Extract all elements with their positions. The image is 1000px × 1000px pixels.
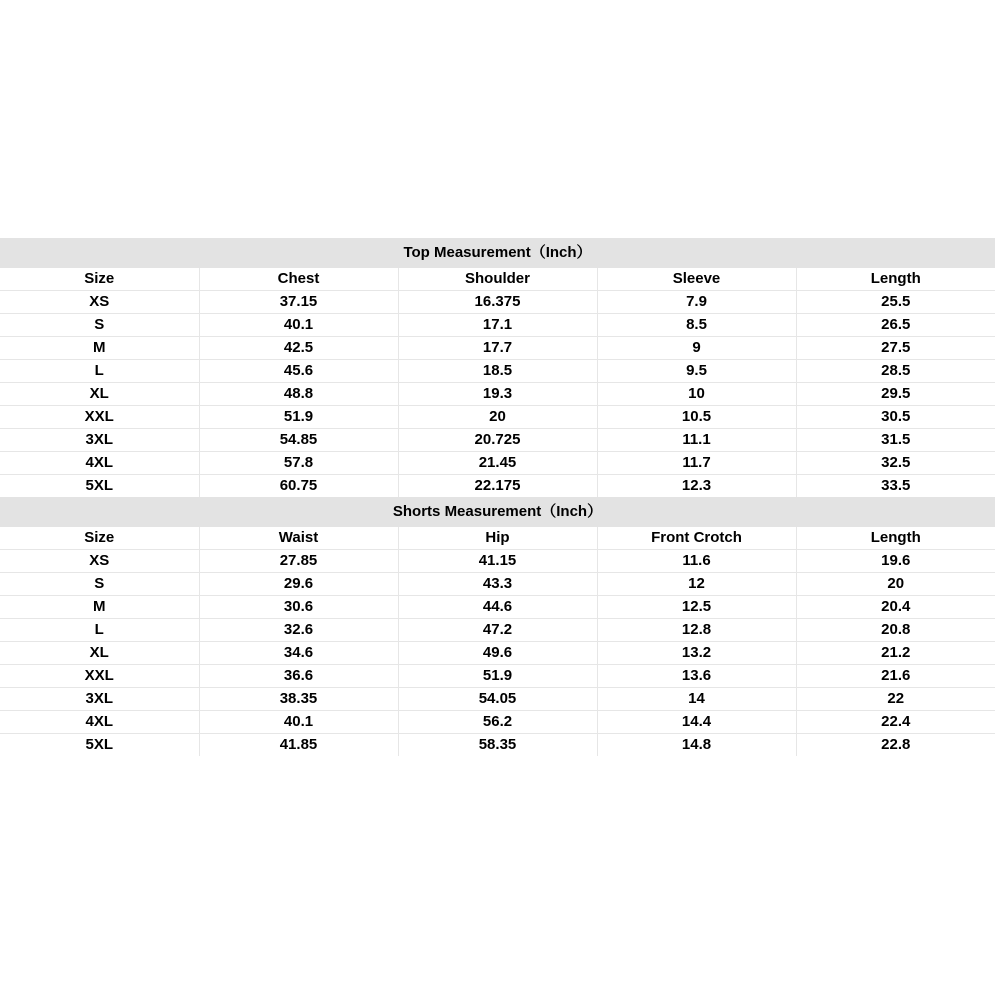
size-label: 3XL xyxy=(0,688,199,711)
measurement-cell: 19.3 xyxy=(398,383,597,406)
measurement-cell: 9 xyxy=(597,337,796,360)
table-row xyxy=(0,383,995,406)
measurement-cell: 51.9 xyxy=(398,665,597,688)
table-row xyxy=(0,596,995,619)
measurement-cell: 13.6 xyxy=(597,665,796,688)
size-label: M xyxy=(0,337,199,360)
size-label: XXL xyxy=(0,665,199,688)
measurement-cell: 12.8 xyxy=(597,619,796,642)
measurement-cell: 10 xyxy=(597,383,796,406)
measurement-cell: 20 xyxy=(796,573,995,596)
measurement-cell: 40.1 xyxy=(199,711,398,734)
size-label: 5XL xyxy=(0,475,199,498)
measurement-cell: 19.6 xyxy=(796,550,995,573)
size-label: XS xyxy=(0,291,199,314)
measurement-cell: 17.7 xyxy=(398,337,597,360)
measurement-cell: 57.8 xyxy=(199,452,398,475)
top-measurement-table xyxy=(0,268,995,497)
measurement-cell: 20.8 xyxy=(796,619,995,642)
measurement-cell: 32.6 xyxy=(199,619,398,642)
table-row xyxy=(0,665,995,688)
measurement-cell: 21.2 xyxy=(796,642,995,665)
measurement-cell: 17.1 xyxy=(398,314,597,337)
measurement-cell: 22.175 xyxy=(398,475,597,498)
table-row xyxy=(0,475,995,498)
column-header: Length xyxy=(796,268,995,291)
measurement-cell: 51.9 xyxy=(199,406,398,429)
measurement-cell: 44.6 xyxy=(398,596,597,619)
table-row xyxy=(0,711,995,734)
size-label: XS xyxy=(0,550,199,573)
measurement-cell: 21.45 xyxy=(398,452,597,475)
measurement-cell: 54.85 xyxy=(199,429,398,452)
measurement-cell: 31.5 xyxy=(796,429,995,452)
column-header: Hip xyxy=(398,527,597,550)
measurement-cell: 22.4 xyxy=(796,711,995,734)
measurement-cell: 21.6 xyxy=(796,665,995,688)
size-label: S xyxy=(0,314,199,337)
size-label: 4XL xyxy=(0,711,199,734)
size-chart xyxy=(0,238,995,756)
measurement-cell: 11.7 xyxy=(597,452,796,475)
size-label: L xyxy=(0,619,199,642)
measurement-cell: 47.2 xyxy=(398,619,597,642)
size-label: M xyxy=(0,596,199,619)
measurement-cell: 14.8 xyxy=(597,734,796,757)
measurement-cell: 28.5 xyxy=(796,360,995,383)
size-label: 4XL xyxy=(0,452,199,475)
measurement-cell: 49.6 xyxy=(398,642,597,665)
measurement-cell: 30.6 xyxy=(199,596,398,619)
column-header: Chest xyxy=(199,268,398,291)
measurement-cell: 37.15 xyxy=(199,291,398,314)
column-header: Size xyxy=(0,268,199,291)
measurement-cell: 54.05 xyxy=(398,688,597,711)
measurement-cell: 45.6 xyxy=(199,360,398,383)
measurement-cell: 33.5 xyxy=(881,477,911,494)
measurement-cell: 26.5 xyxy=(796,314,995,337)
table-row xyxy=(0,337,995,360)
measurement-cell: 48.8 xyxy=(199,383,398,406)
table-row xyxy=(0,360,995,383)
size-label: L xyxy=(0,360,199,383)
measurement-cell: 42.5 xyxy=(199,337,398,360)
column-header: Front Crotch xyxy=(597,527,796,550)
table-row xyxy=(0,619,995,642)
column-header: Sleeve xyxy=(597,268,796,291)
measurement-cell: 22.8 xyxy=(881,736,911,753)
measurement-cell: 29.6 xyxy=(199,573,398,596)
measurement-cell: 27.5 xyxy=(796,337,995,360)
size-label: S xyxy=(0,573,199,596)
measurement-cell: 8.5 xyxy=(597,314,796,337)
measurement-cell: 11.1 xyxy=(597,429,796,452)
top-measurement-title: Top Measurement（Inch） xyxy=(0,238,995,268)
measurement-cell: 9.5 xyxy=(597,360,796,383)
shorts-header-row xyxy=(0,527,995,550)
measurement-cell: 12 xyxy=(597,573,796,596)
measurement-cell: 41.85 xyxy=(199,734,398,757)
size-label: XL xyxy=(0,383,199,406)
top-header-row xyxy=(0,268,995,291)
table-row xyxy=(0,429,995,452)
measurement-cell: 40.1 xyxy=(199,314,398,337)
size-label: 3XL xyxy=(0,429,199,452)
column-header: Size xyxy=(0,527,199,550)
size-label: XXL xyxy=(0,406,199,429)
table-row xyxy=(0,550,995,573)
measurement-cell: 25.5 xyxy=(796,291,995,314)
shorts-measurement-table xyxy=(0,527,995,756)
measurement-cell: 11.6 xyxy=(597,550,796,573)
measurement-cell: 18.5 xyxy=(398,360,597,383)
measurement-cell: 14 xyxy=(597,688,796,711)
table-row xyxy=(0,573,995,596)
size-label: XL xyxy=(0,642,199,665)
measurement-cell: 20.725 xyxy=(398,429,597,452)
measurement-cell: 22 xyxy=(796,688,995,711)
column-header: Shoulder xyxy=(398,268,597,291)
column-header: Length xyxy=(796,527,995,550)
measurement-cell: 13.2 xyxy=(597,642,796,665)
measurement-cell: 58.35 xyxy=(398,734,597,757)
measurement-cell: 29.5 xyxy=(796,383,995,406)
size-label: 5XL xyxy=(0,734,199,757)
measurement-cell: 56.2 xyxy=(398,711,597,734)
table-row xyxy=(0,406,995,429)
measurement-cell: 16.375 xyxy=(398,291,597,314)
measurement-cell: 38.35 xyxy=(199,688,398,711)
measurement-cell: 30.5 xyxy=(796,406,995,429)
measurement-cell: 12.3 xyxy=(597,475,796,498)
measurement-cell: 32.5 xyxy=(796,452,995,475)
measurement-cell: 41.15 xyxy=(398,550,597,573)
table-row xyxy=(0,734,995,757)
measurement-cell: 60.75 xyxy=(199,475,398,498)
measurement-cell: 34.6 xyxy=(199,642,398,665)
measurement-cell: 36.6 xyxy=(199,665,398,688)
measurement-cell: 20 xyxy=(398,406,597,429)
measurement-cell: 12.5 xyxy=(597,596,796,619)
table-row xyxy=(0,291,995,314)
measurement-cell: 43.3 xyxy=(398,573,597,596)
table-row xyxy=(0,452,995,475)
measurement-cell: 27.85 xyxy=(199,550,398,573)
column-header: Waist xyxy=(199,527,398,550)
measurement-cell: 7.9 xyxy=(597,291,796,314)
shorts-measurement-title: Shorts Measurement（Inch） xyxy=(0,497,995,527)
measurement-cell: 20.4 xyxy=(796,596,995,619)
table-row xyxy=(0,688,995,711)
table-row xyxy=(0,642,995,665)
measurement-cell: 10.5 xyxy=(597,406,796,429)
measurement-cell: 14.4 xyxy=(597,711,796,734)
table-row xyxy=(0,314,995,337)
